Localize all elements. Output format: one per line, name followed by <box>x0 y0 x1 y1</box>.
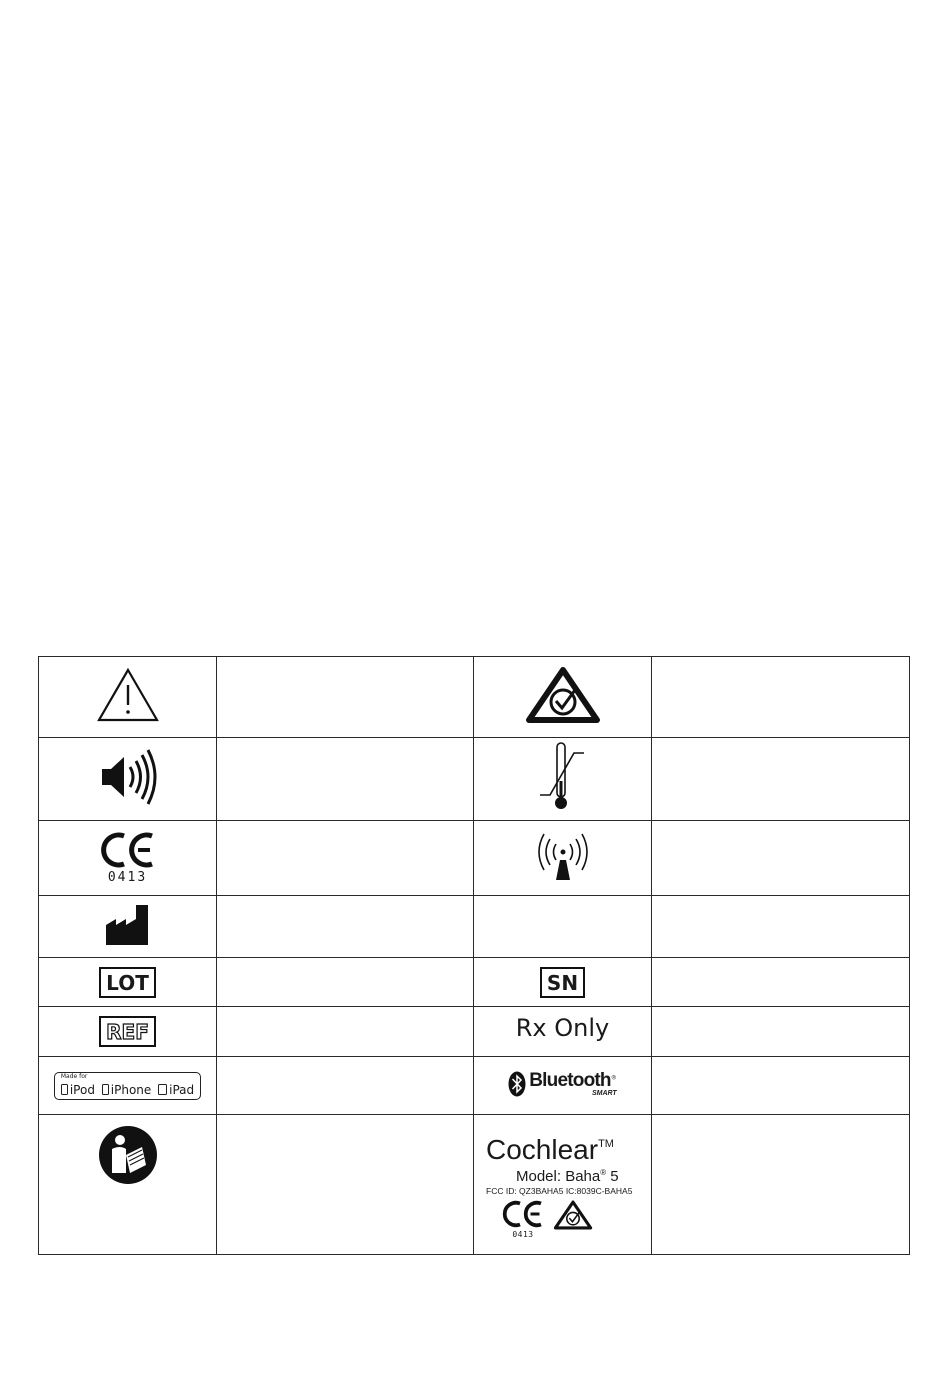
bluetooth-smart-logo <box>508 1070 616 1097</box>
description-cell <box>652 958 910 1007</box>
table-row <box>39 821 910 896</box>
table-row <box>39 1115 910 1255</box>
symbol-cell <box>474 1115 652 1255</box>
bluetooth-registered: ® <box>610 1074 617 1082</box>
ref-symbol <box>99 1016 156 1047</box>
description-cell <box>652 657 910 738</box>
empty-cell <box>474 896 652 958</box>
symbol-cell <box>474 657 652 738</box>
table-row <box>39 958 910 1007</box>
bluetooth-smart-label: SMART <box>591 1090 617 1098</box>
ipad-label: iPad <box>169 1082 195 1097</box>
symbol-cell <box>474 738 652 821</box>
symbols-table <box>38 656 910 1255</box>
symbol-cell <box>474 1007 652 1057</box>
ce-mark-icon <box>100 832 156 868</box>
ipod-label: iPod <box>69 1082 95 1097</box>
iphone-icon <box>102 1084 109 1095</box>
description-cell <box>217 1007 474 1057</box>
symbol-cell <box>39 1007 217 1057</box>
description-cell <box>217 896 474 958</box>
rcm-mark-icon <box>553 1200 593 1230</box>
description-cell <box>652 738 910 821</box>
made-for-label: Made for <box>60 1072 88 1080</box>
symbol-cell <box>474 821 652 896</box>
cochlear-tm: TM <box>598 1138 614 1150</box>
non-ionizing-radiation-icon <box>534 830 592 882</box>
ce-notified-body-number: 0413 <box>107 869 148 885</box>
ref-text: REF <box>106 1020 149 1044</box>
description-cell <box>217 1057 474 1115</box>
symbol-cell <box>39 821 217 896</box>
ipad-icon <box>158 1084 167 1095</box>
model-registered: ® <box>600 1168 607 1177</box>
made-for-apple-badge <box>54 1072 201 1100</box>
fcc-id: FCC ID: QZ3BAHA5 IC:8039C-BAHA5 <box>486 1186 633 1196</box>
description-cell <box>217 821 474 896</box>
symbol-cell <box>39 896 217 958</box>
symbol-cell <box>39 1115 217 1255</box>
table-row <box>39 1057 910 1115</box>
description-cell <box>217 958 474 1007</box>
sn-symbol: SN <box>540 967 585 998</box>
ce-notified-body-number: 0413 <box>512 1230 534 1239</box>
table-row <box>39 657 910 738</box>
symbol-cell <box>39 738 217 821</box>
symbol-cell <box>39 958 217 1007</box>
bluetooth-wordmark: Bluetooth <box>529 1070 611 1092</box>
instructions-manual-icon <box>98 1125 158 1185</box>
cochlear-brand: Cochlear <box>486 1134 599 1165</box>
description-cell <box>652 821 910 896</box>
symbol-cell <box>474 1057 652 1115</box>
lot-symbol: LOT <box>99 967 156 998</box>
symbol-cell <box>39 1057 217 1115</box>
model-prefix: Model: Baha <box>516 1168 601 1185</box>
table-row <box>39 1007 910 1057</box>
rcm-mark-icon <box>525 666 601 724</box>
ipod-icon <box>61 1084 68 1095</box>
table-row <box>39 738 910 821</box>
description-cell <box>652 1115 910 1255</box>
symbol-cell <box>474 958 652 1007</box>
warning-triangle-icon <box>96 667 160 723</box>
symbol-cell <box>39 657 217 738</box>
model-suffix: 5 <box>606 1168 619 1185</box>
description-cell <box>652 1007 910 1057</box>
ce-mark-icon <box>502 1200 544 1228</box>
loud-speaker-icon <box>98 747 158 807</box>
description-cell <box>217 1115 474 1255</box>
iphone-label: iPhone <box>110 1082 152 1097</box>
manufacturer-icon <box>104 903 152 947</box>
description-cell <box>652 1057 910 1115</box>
description-cell <box>217 738 474 821</box>
table-row <box>39 896 910 958</box>
bluetooth-icon <box>508 1071 526 1097</box>
rx-only-symbol: Rx Only <box>515 1014 610 1042</box>
description-cell <box>217 657 474 738</box>
temperature-limit-icon <box>538 741 588 813</box>
cochlear-label <box>474 1129 651 1239</box>
description-cell <box>652 896 910 958</box>
